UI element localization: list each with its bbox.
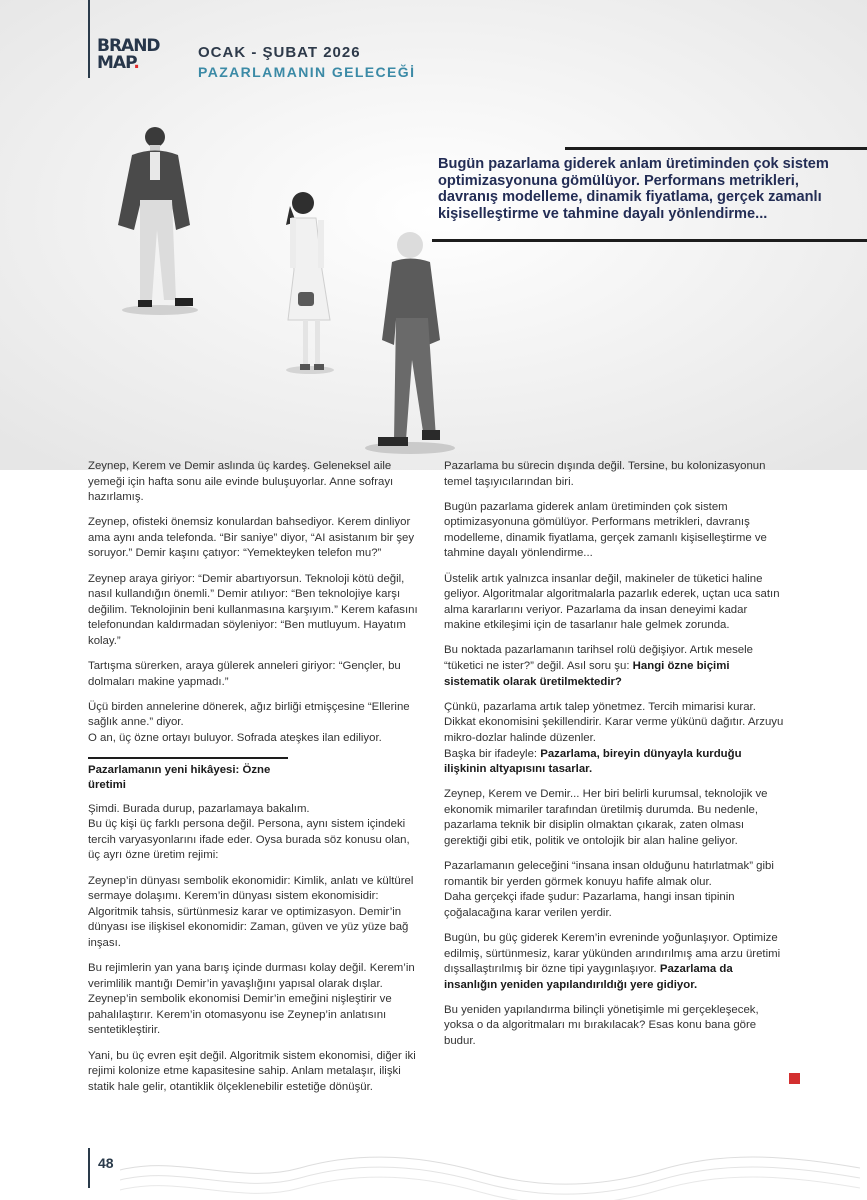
brandmap-logo xyxy=(97,38,177,72)
subheading: Pazarlamanın yeni hikâyesi: Özne üretimi xyxy=(88,757,288,794)
paragraph-part: Çünkü, pazarlama artık talep yönetmez. Tercih mimarisi kurar. Dikkat ekonomisini şekillendirir. Karar verme yükünü dağıtır. Arzuyu mikro-dozlar halinde düzenler. xyxy=(444,700,784,744)
section-title: PAZARLAMANIN GELECEĞİ xyxy=(198,64,416,80)
lead-rule-top xyxy=(565,147,867,150)
paragraph-part: Bugün, bu güç giderek Kerem’in evreninde yoğunlaşıyor. Optimize edilmiş, sürtünmesiz, karar yükünden arındırılmış ama arzu üretimi dışsallaştırılmış bir özne tipi yaygınlaşıyor. xyxy=(444,931,781,976)
paragraph xyxy=(88,700,423,747)
page-number: 48 xyxy=(98,1155,114,1171)
paragraph xyxy=(444,643,786,690)
paragraph xyxy=(444,931,786,993)
lead-rule-bottom xyxy=(432,239,867,242)
paragraph xyxy=(444,859,786,921)
paragraph: Zeynep, Kerem ve Demir... Her biri belirli kurumsal, teknolojik ve ekonomik mimariler tarafından üretilmiş durumda. Bu nedenle, pazarlama teknik bir disiplin olmaktan çıkarak, zaten olması gerektiği gibi etik, politik ve ontolojik bir alan haline geliyor. xyxy=(444,788,768,847)
issue-date: OCAK - ŞUBAT 2026 xyxy=(198,44,361,61)
right-column xyxy=(444,459,786,1059)
left-column xyxy=(88,459,423,1105)
paragraph-part: Şimdi. Burada durup, pazarlamaya bakalım. xyxy=(88,802,310,815)
paragraph: Zeynep araya giriyor: “Demir abartıyorsun. Teknoloji kötü değil, nasıl kullandığın önemli.” Demir atılıyor: “Ben teknolojiye karşı değilim. Teknolojinin beni kullanmasına karşıyım.” Kerem kafasını telefonundan kaldırmadan söyleniyor: “Ben mutluyum. Hayatım kolay.” xyxy=(88,572,418,647)
paragraph: Zeynep, Kerem ve Demir aslında üç kardeş. Geleneksel aile yemeği için hafta sonu aile evinde buluşuyorlar. Anne sofrayı hazırlamış. xyxy=(88,460,394,504)
paragraph xyxy=(88,802,423,864)
header-rule xyxy=(88,0,90,78)
paragraph-part: Pazarlamanın geleceğini “insana insan olduğunu hatırlatmak” gibi romantik bir yerden görmek konuyu hafife almak olur. xyxy=(444,860,774,888)
paragraph: Yani, bu üç evren eşit değil. Algoritmik sistem ekonomisi, diğer iki rejimi kolonize etme kapasitesine sahip. Anlam metalaşır, ilişki statik hale gelir, otantiklik ölçeklenebilir estetiğe dönüşür. xyxy=(88,1049,416,1093)
paragraph-part: O an, üç özne ortayı buluyor. Sofrada ateşkes ilan ediliyor. xyxy=(88,731,382,744)
logo-text: MAP xyxy=(97,53,134,73)
paragraph: Zeynep, ofisteki önemsiz konulardan bahsediyor. Kerem dinliyor ama aynı anda telefonda. “Bir saniye” diyor, “AI asistanım bir şey soruyor.” Demir kaşını çatıyor: “Yemekteyken telefon mu?” xyxy=(88,516,415,560)
paragraph: Bugün pazarlama giderek anlam üretiminden çok sistem optimizasyonuna gömülüyor. Performans metrikleri, davranış modelleme, dinamik fiyatlama, gerçek zamanlı kişiselleştirme ve tahmine dayalı yönlendirme... xyxy=(444,500,767,560)
footer-texture xyxy=(120,1150,860,1200)
emphasis: Hangi özne biçimi sistematik olarak üretilmektedir? xyxy=(444,660,730,688)
paragraph-part: Bu üç kişi üç farklı persona değil. Persona, aynı sistem içindeki tercih varyasyonlarını ifade eder. Oysa burada söz konusu olan, üç ayrı özne üretim rejimi: xyxy=(88,818,410,862)
paragraph-part: Başka bir ifadeyle: xyxy=(444,747,541,760)
paragraph: Pazarlama bu sürecin dışında değil. Tersine, bu kolonizasyonun temel taşıyıcılarından biri. xyxy=(444,460,766,488)
paragraph-part: Üçü birden annelerine dönerek, ağız birliği etmişçesine “Ellerine sağlık anne.” diyor. xyxy=(88,700,410,729)
paragraph: Tartışma sürerken, araya gülerek anneleri giriyor: “Gençler, bu dolmaları makine yapmadı.” xyxy=(88,660,401,688)
paragraph: Bu rejimlerin yan yana barış içinde durması kolay değil. Kerem’in verimlilik mantığı Demir’in yavaşlığını yapısal olarak dışlar. Zeynep’in sembolik ekonomisi Demir’in emeğini nişleştirir ve pahalılaştırır. Kerem’in otomasyonu ise Zeynep’in anlatısını sentetikleştirir. xyxy=(88,962,415,1037)
footer-rule xyxy=(88,1148,90,1188)
logo-line-1: BRAND xyxy=(97,36,160,56)
paragraph xyxy=(444,700,786,778)
paragraph-part: Daha gerçekçi ifade şudur: Pazarlama, hangi insan tipinin çoğalacağına karar verilen yerdir. xyxy=(444,891,735,919)
paragraph: Zeynep’in dünyası sembolik ekonomidir: Kimlik, anlatı ve kültürel sermaye dolaşımı. Kerem’in dünyası sistem ekonomisidir: Algoritmik tahsis, sürtünmesiz karar ve optimizasyon. Demir’in dünyası ise ilişkisel ekonomidir: Zaman, güven ve yüz yüze bağ inşası. xyxy=(88,874,414,949)
logo-line-2 xyxy=(97,55,177,72)
paragraph: Bu yeniden yapılandırma bilinçli yönetişimle mi gerçekleşecek, yoksa o da algoritmaları mı bırakılacak? Esas konu bana göre budur. xyxy=(444,1003,759,1047)
emphasis: Pazarlama, bireyin dünyayla kurduğu ilişkinin altyapısını tasarlar. xyxy=(444,747,742,776)
lead-quote: Bugün pazarlama giderek anlam üretiminden çok sistem optimizasyonuna gömülüyor. Performans metrikleri, davranış modelleme, dinamik fiyatlama, gerçek zamanlı kişiselleştirme ve tahmine dayalı yönlendirme... xyxy=(438,156,829,222)
end-mark-square xyxy=(789,1073,800,1084)
paragraph-part: Bu noktada pazarlamanın tarihsel rolü değişiyor. Artık mesele “tüketici ne ister?” değil. Asıl soru şu: xyxy=(444,644,753,673)
logo-dot: . xyxy=(133,53,139,73)
paragraph: Üstelik artık yalnızca insanlar değil, makineler de tüketici haline geliyor. Algoritmalar algoritmalarla pazarlık ederek, uçtan uca satın alma kararlarını veriyor. Pazarlama da insan deneyimi kadar makine etkileşimi için de tasarlanır hale gelmek zorunda. xyxy=(444,572,780,632)
emphasis: Pazarlama da insanlığın yeniden yapılandırıldığı yere gidiyor. xyxy=(444,963,733,991)
